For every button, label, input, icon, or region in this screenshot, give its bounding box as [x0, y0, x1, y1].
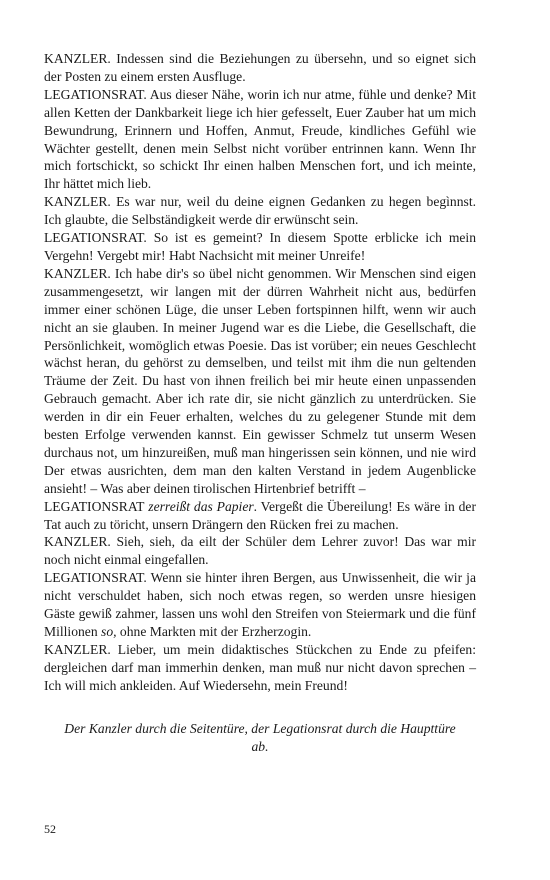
dialogue-text: Wenn sie hinter ihren Bergen, aus Unwissenheit, die wir ja nicht verschuldet haben, sich noch etwas regen, so werden unsre hiesigen Gäste gewiß zahmer, lassen uns wohl den Streifen von Steiermark und die fünf Millionen	[44, 570, 476, 639]
page-body	[44, 50, 476, 755]
stage-direction-line: ab.	[251, 738, 269, 754]
page-number: 52	[44, 822, 56, 836]
speaker-name: KANZLER.	[44, 51, 111, 66]
speaker-name: KANZLER.	[44, 641, 111, 657]
stage-direction	[44, 720, 476, 756]
emphasized-word: so,	[101, 624, 117, 639]
dialogue-text: Ich habe dir's so übel nicht genommen. Wir Menschen sind eigen zusammengesetzt, wir langen mit der dürren Wahrheit nicht aus, bedürfen immer einer schönen Lüge, die unser Leben fortspinnen hilft, wenn wir auch nicht an sie glauben. In meiner Jugend war es die Liebe, die Gesellschaft, die Persönlichkeit, womöglich etwas Poesie. Das ist vorüber; ein neues Geschlecht wächst heran, du gehörst zu demselben, und teilst mit ihm die nun geltenden Träume der Zeit. Du hast von ihnen freilich bei mir heute einen unpassenden Gebrauch gemacht. Aber ich rate dir, sie nicht gänzlich zu unterdrücken. Sie werden in dir ein Feuer erhalten, welches du zu gelegener Stunde mit dem besten Erfolge verwenden kannst. Ein gewisser Schmelz tut unserm Wesen durchaus not, um hinzureißen, muß man hingerissen sein können, und nie wird Der etwas ausrichten, dem man den kalten Verstand in jedem Augenblicke ansieht! – Was aber deinen tirolischen Hirtenbrief betrifft –	[44, 265, 476, 496]
dialogue-text-tail: ohne Markten mit der Erzherzogin.	[116, 624, 312, 639]
dialogue-paragraph	[44, 50, 476, 86]
speaker-name: LEGATIONSRAT.	[44, 230, 147, 246]
inline-stage-direction: zerreißt das Papier	[144, 498, 254, 514]
dialogue-paragraph	[44, 498, 476, 534]
speaker-name: LEGATIONSRAT	[44, 498, 145, 514]
speaker-name: KANZLER.	[44, 194, 111, 210]
dialogue-paragraph	[44, 229, 476, 265]
speaker-name: LEGATIONSRAT.	[44, 86, 147, 102]
dialogue-paragraph	[44, 265, 476, 498]
dialogue-paragraph	[44, 569, 476, 641]
dialogue-paragraph	[44, 193, 476, 229]
dialogue-text: Es war nur, weil du deine eignen Gedanken zu hegen begìnnst. Ich glaubte, die Selbständigkeit werde dir erwünscht sein.	[44, 194, 476, 228]
dialogue-paragraph	[44, 533, 476, 569]
speaker-name: KANZLER.	[44, 265, 111, 281]
dialogue-text: Aus dieser Nähe, worin ich nur atme, fühle und denke? Mit allen Ketten der Dankbarkeit liege ich hier gefesselt, Euer Zauber hat um mich Bewundrung, Erinnern und Hoffen, Anmut, Freude, kindliches Gefühl wie Wächter gestellt, denen mein Selbst nicht vorüber entrinnen kann. Wenn Ihr mich fortschickt, so schickt Ihr einen halben Menschen fort, und ich meinte, Ihr hättet mich lieb.	[44, 86, 476, 192]
speaker-name: LEGATIONSRAT.	[44, 570, 147, 586]
dialogue-text: Lieber, um mein didaktisches Stückchen zu Ende zu pfeifen: dergleichen darf man immerhin denken, man muß nur nicht davon sprechen – Ich will mich ankleiden. Auf Wiedersehn, mein Freund!	[44, 641, 476, 693]
dialogue-text: Sieh, sieh, da eilt der Schüler dem Lehrer zuvor! Das war mir noch nicht einmal eingefallen.	[44, 534, 476, 568]
speaker-name: KANZLER.	[44, 534, 111, 550]
dialogue-text: . Vergeßt die Übereilung! Es wäre in der Tat auch zu töricht, unsern Drängern den Rücken frei zu machen.	[44, 498, 476, 532]
dialogue-paragraph	[44, 641, 476, 695]
dialogue-text: So ist es gemeint? In diesem Spotte erblicke ich mein Vergehn! Vergebt mir! Habt Nachsicht mit meiner Unreife!	[44, 230, 476, 263]
stage-direction-line: Der Kanzler durch die Seitentüre, der Legationsrat durch die Haupttüre	[64, 720, 456, 736]
dialogue-text: Indessen sind die Beziehungen zu übersehn, und so eignet sich der Posten zu einem ersten Ausfluge.	[44, 51, 476, 84]
dialogue-paragraph	[44, 86, 476, 193]
